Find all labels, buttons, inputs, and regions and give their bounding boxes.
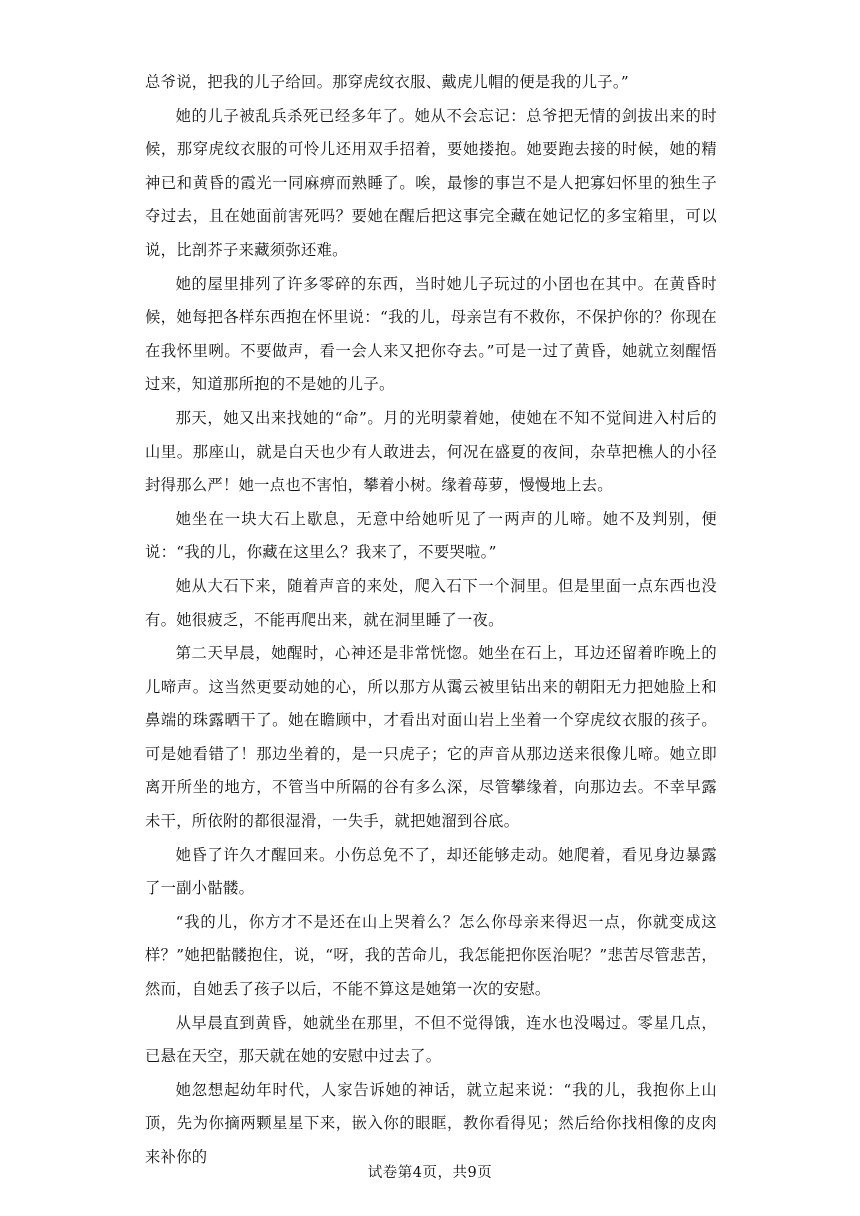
paragraph-6: 她从大石下来，随着声音的来处，爬入石下一个洞里。但是里面一点东西也没有。她很疲乏，不能再爬出来，就在洞里睡了一夜。 [145,576,717,629]
paragraph-7: 第二天早晨，她醒时，心神还是非常恍惚。她坐在石上，耳边还留着昨晚上的儿啼声。这当然更要动她的心，所以那方从霭云被里钻出来的朝阳无力把她脸上和鼻端的珠露晒干了。她在瞻顾中，才看出对面山岩上坐着一个穿虎纹衣服的孩子。可是她看错了！那边坐着的，是一只虎子；它的声音从那边送来很像儿啼。她立即离开所坐的地方，不管当中所隔的谷有多么深，尽管攀缘着，向那边去。不幸早露未干，所依附的都很湿滑，一失手，就把她溜到谷底。 [145,644,717,831]
page-footer: 试卷第4页，共9页 [367,1165,493,1181]
paragraph-8: 她昏了许久才醒回来。小伤总免不了，却还能够走动。她爬着，看见身边暴露了一副小骷髅。 [145,845,717,898]
paragraph-10: 从早晨直到黄昏，她就坐在那里，不但不觉得饿，连水也没喝过。零星几点，已悬在天空，那天就在她的安慰中过去了。 [145,1013,717,1066]
paragraph-11: 她忽想起幼年时代，人家告诉她的神话，就立起来说：“我的儿，我抱你上山顶，先为你摘两颗星星下来，嵌入你的眼眶，教你看得见；然后给你找相像的皮肉来补你的 [145,1080,717,1166]
document-body [145,66,717,1175]
paragraph-4: 那天，她又出来找她的“命”。月的光明蒙着她，使她在不知不觉间进入村后的山里。那座山，就是白天也少有人敢进去，何况在盛夏的夜间，杂草把樵人的小径封得那么严！她一点也不害怕，攀着小树。缘着苺萝，慢慢地上去。 [145,408,717,495]
paragraph-2: 她的儿子被乱兵杀死已经多年了。她从不会忘记：总爷把无情的剑拔出来的时候，那穿虎纹衣服的可怜儿还用双手招着，要她搂抱。她要跑去接的时候，她的精神已和黄昏的霞光一同麻痹而熟睡了。唉，最惨的事岂不是人把寡妇怀里的独生子夺过去，且在她面前害死吗？要她在醒后把这事完全藏在她记忆的多宝箱里，可以说，比剖芥子来藏须弥还难。 [145,106,717,259]
paragraph-1: 总爷说，把我的儿子给回。那穿虎纹衣服、戴虎儿帽的便是我的儿子。” [145,73,629,91]
paragraph-3: 她的屋里排列了许多零碎的东西，当时她儿子玩过的小囝也在其中。在黄昏时候，她每把各样东西抱在怀里说：“我的儿，母亲岂有不救你，不保护你的？你现在在我怀里咧。不要做声，看一会人来又把你夺去。”可是一过了黄昏，她就立刻醒悟过来，知道那所抱的不是她的儿子。 [145,274,717,394]
paragraph-5: 她坐在一块大石上歇息，无意中给她听见了一两声的儿啼。她不及判别，便说：“我的儿，你藏在这里么？我来了，不要哭啦。” [145,509,717,562]
paragraph-9: “我的儿，你方才不是还在山上哭着么？怎么你母亲来得迟一点，你就变成这样？”她把骷髅抱住，说，“呀，我的苦命儿，我怎能把你医治呢？”悲苦尽管悲苦，然而，自她丢了孩子以后，不能不算这是她第一次的安慰。 [145,912,717,999]
